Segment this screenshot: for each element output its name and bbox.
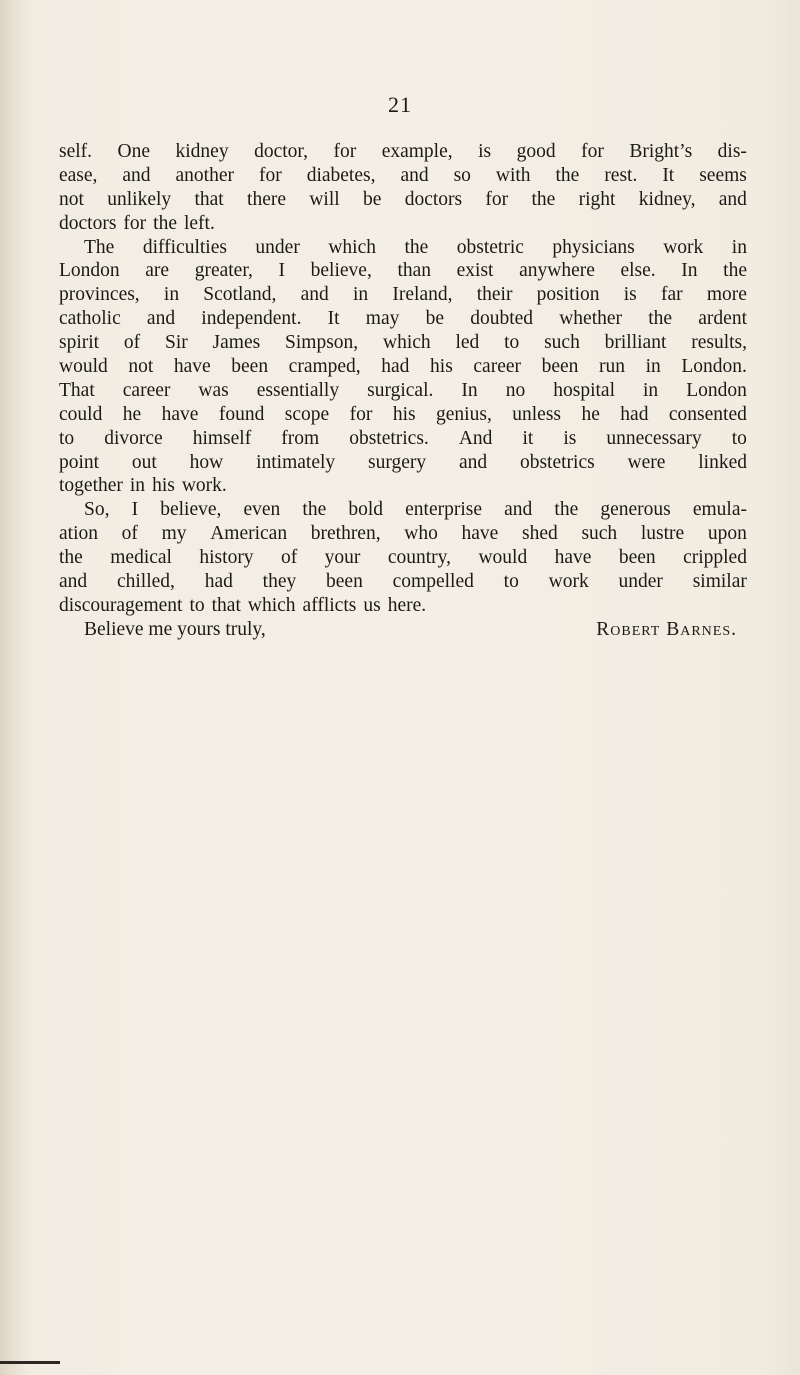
text-line: discouragement to that which afflicts us here.	[59, 594, 427, 616]
text-line: self. One kidney doctor, for example, is good for Bright’s dis-	[59, 141, 747, 162]
page-gutter-shadow	[0, 0, 26, 1375]
text-line: So, I believe, even the bold enterprise and the generous emula-	[84, 499, 747, 521]
page-number: 21	[388, 92, 412, 117]
text-line: point out how intimately surgery and obstetrics were linked	[59, 451, 747, 473]
paragraph	[59, 140, 747, 236]
closing-salutation: Believe me yours truly,	[84, 618, 266, 640]
paragraph	[59, 498, 747, 617]
text-line: to divorce himself from obstetrics. And it is unnecessary to	[59, 427, 747, 449]
text-line: would not have been cramped, had his career been run in London.	[59, 356, 747, 378]
text-line: London are greater, I believe, than exist anywhere else. In the	[59, 260, 747, 282]
text-line: together in his work.	[59, 475, 227, 497]
signature: Robert Barnes.	[596, 618, 737, 640]
paragraph	[59, 236, 747, 499]
text-line: spirit of Sir James Simpson, which led to such brilliant results,	[59, 332, 747, 354]
text-line: not unlikely that there will be doctors for the right kidney, and	[59, 188, 747, 210]
letter-closing-line	[59, 618, 747, 642]
text-line: the medical history of your country, would have been crippled	[59, 547, 747, 569]
text-line: The difficulties under which the obstetric physicians work in	[84, 236, 747, 258]
text-line: and chilled, had they been compelled to work under similar	[59, 571, 747, 593]
text-line: provinces, in Scotland, and in Ireland, their position is far more	[59, 284, 747, 306]
text-line: catholic and independent. It may be doubted whether the ardent	[59, 308, 747, 330]
letter-body	[59, 140, 747, 642]
text-line: ease, and another for diabetes, and so with the rest. It seems	[59, 164, 747, 186]
text-line: ation of my American brethren, who have shed such lustre upon	[59, 523, 747, 545]
text-line: could he have found scope for his genius, unless he had consented	[59, 403, 747, 425]
text-line: doctors for the left.	[59, 212, 215, 234]
bottom-edge-rule	[0, 1361, 60, 1364]
text-line: That career was essentially surgical. In no hospital in London	[59, 379, 747, 401]
